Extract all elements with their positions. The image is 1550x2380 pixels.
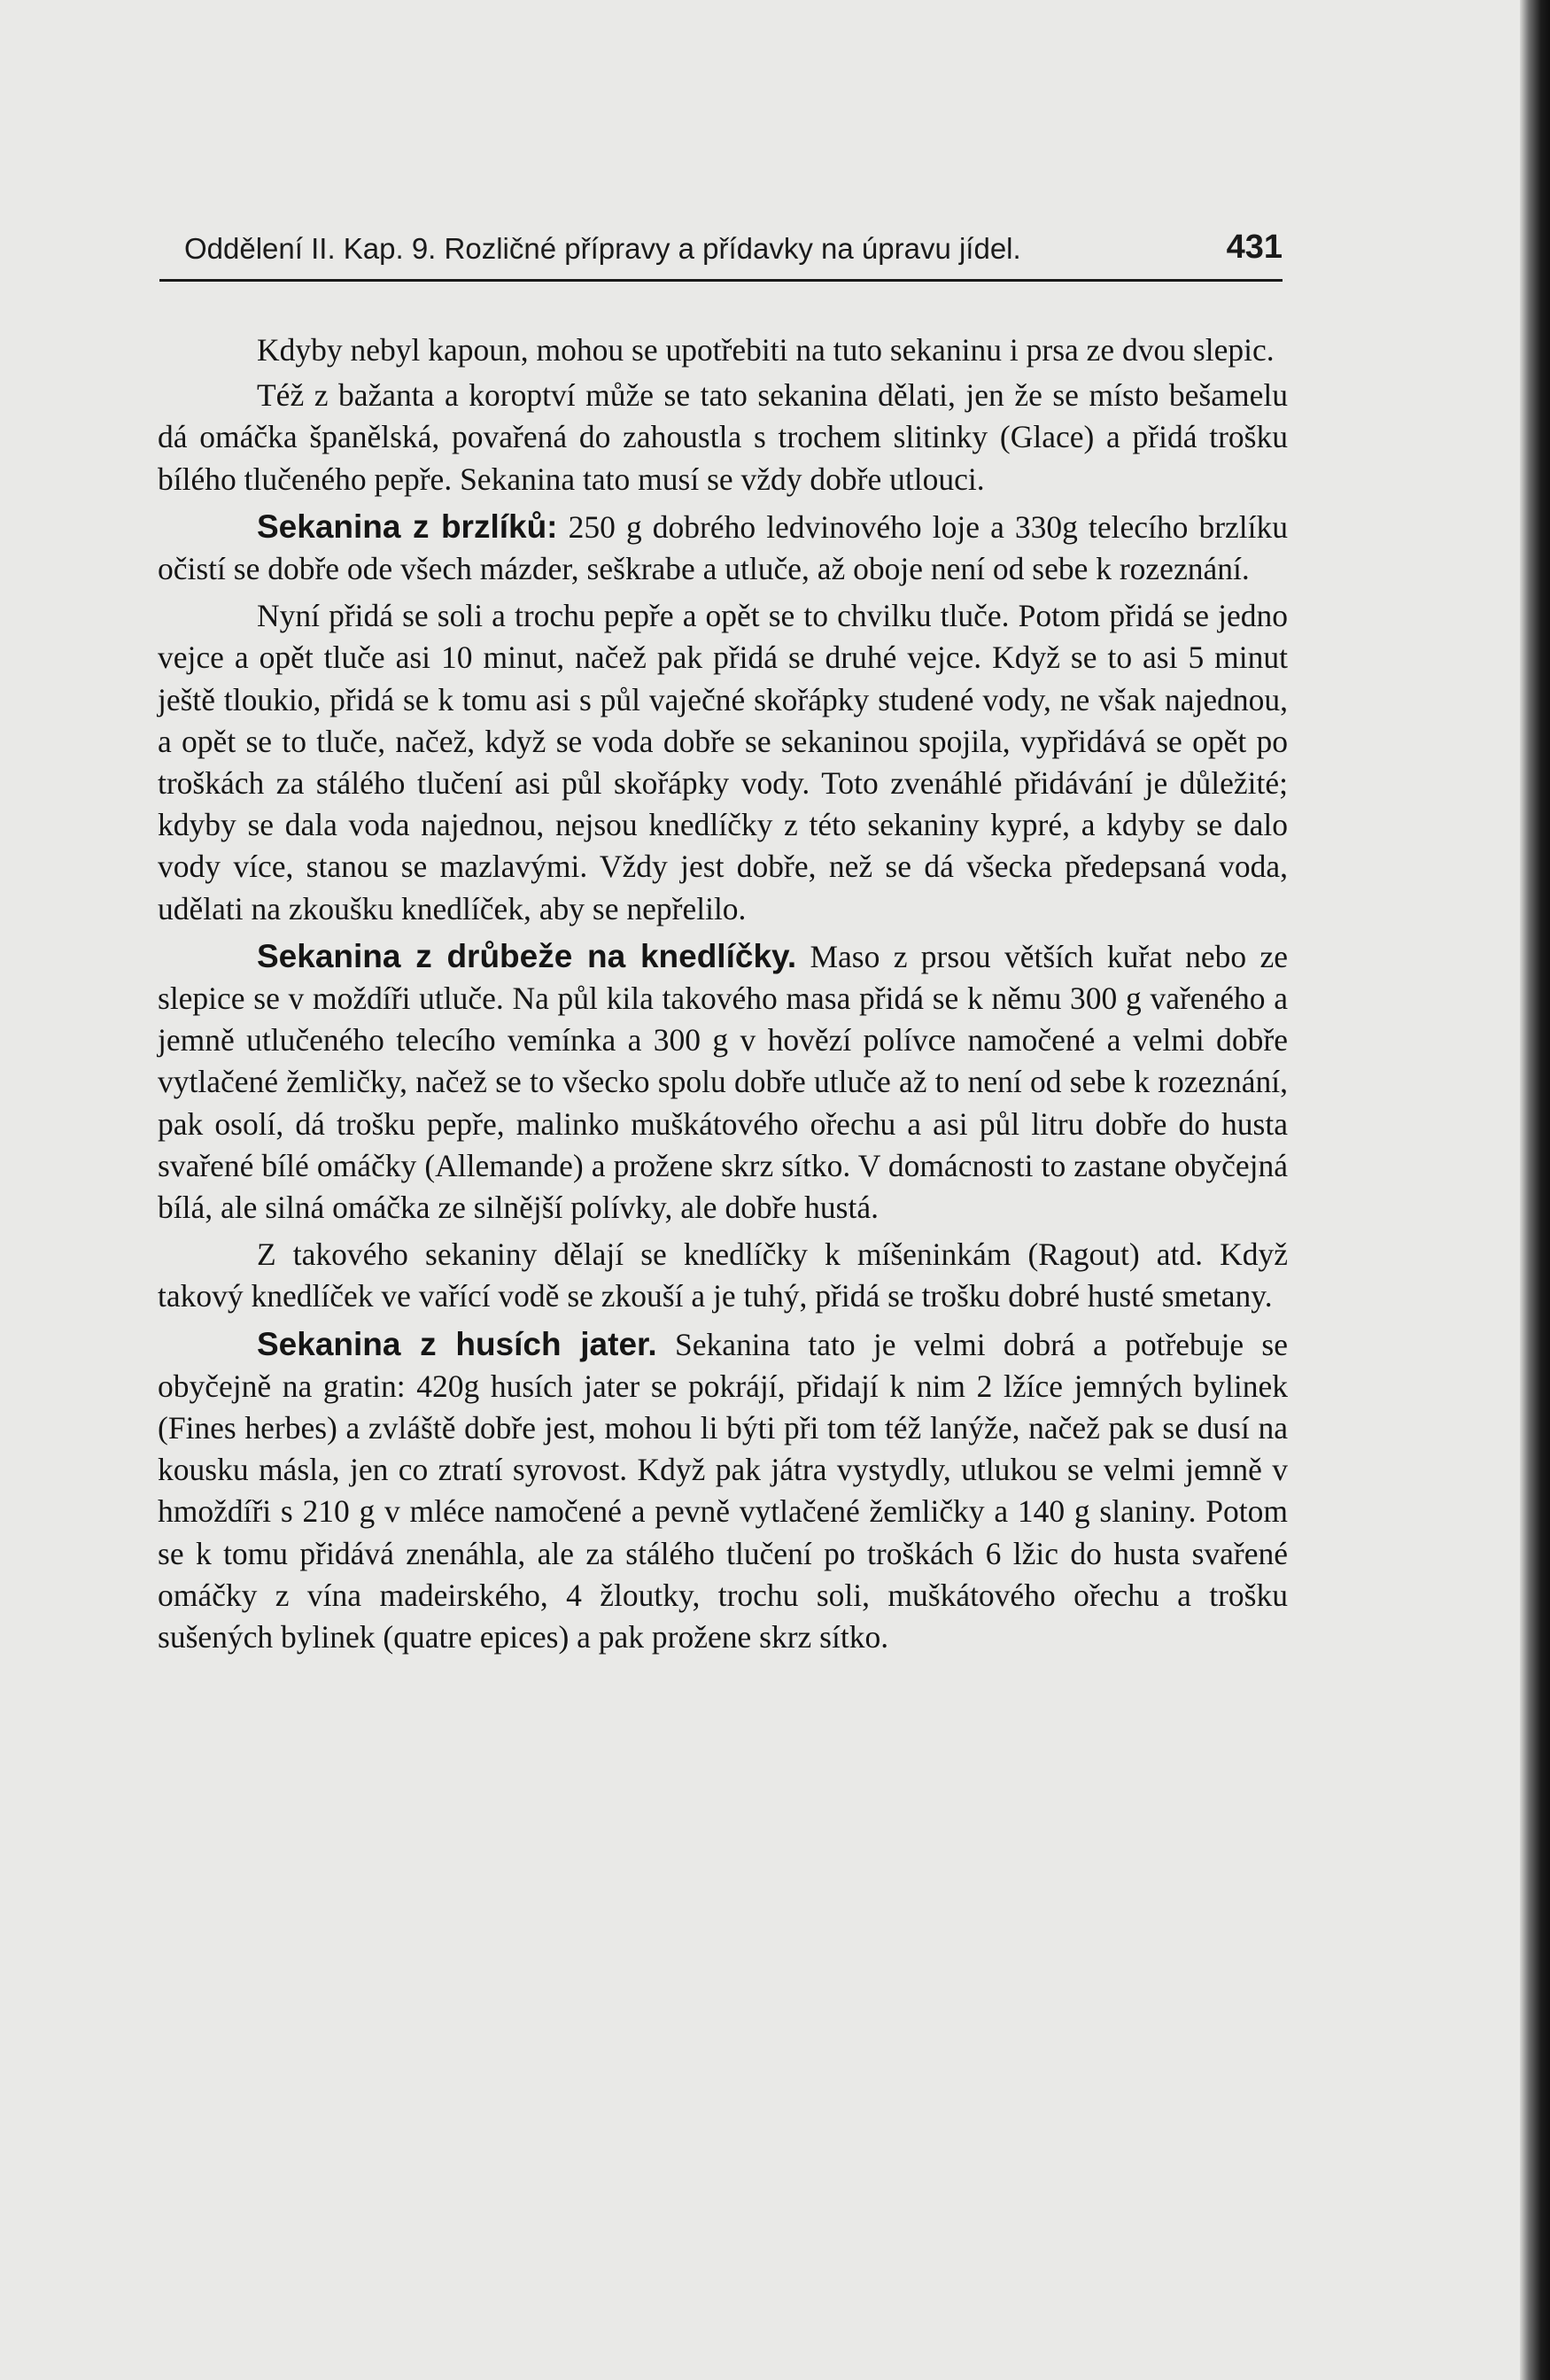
recipe-title: Sekanina z brzlíků: (257, 508, 558, 545)
paragraph-text: Maso z prsou větších kuřat nebo ze slepice se v moždíři utluče. Na půl kila takového masa přidá se k němu 300 g vařeného a jemně utlučeného telecího vemínka a 300 g v hovězí polívce namočené a velmi dobře vytlačené žemličky, načež se to všecko spolu dobře utluče až to není od sebe k rozeznání, pak osolí, dá trošku pepře, malinko muškátového ořechu a asi půl litru dobře do husta svařené bílé omáčky (Allemande) a prožene skrz sítko. V domácnosti to zastane obyčejná bílá, ale silná omáčka ze silnější polívky, ale dobře hustá. (158, 938, 1289, 1226)
paragraph (158, 1234, 1288, 1317)
recipe-paragraph (158, 935, 1288, 1229)
recipe-paragraph (158, 506, 1288, 590)
paragraph (158, 595, 1288, 930)
paragraph-text: Též z bažanta a koroptví může se tato sekanina dělati, jen že se místo bešamelu dá omáčka španělská, povařená do zahoustla s trochem slitinky (Glace) a přidá trošku bílého tlučeného pepře. Sekanina tato musí se vždy dobře utlouci. (158, 377, 1288, 497)
paragraph (158, 329, 1288, 371)
recipe-title: Sekanina z husích jater. (257, 1325, 657, 1362)
paragraph (158, 375, 1288, 500)
running-header (184, 229, 1283, 266)
paragraph-text: Nyní přidá se soli a trochu pepře a opět se to chvilku tluče. Potom přidá se jedno vejce a opět tluče asi 10 minut, načež pak přidá se druhé vejce. Když se to asi 5 minut ještě tloukio, přidá se k tomu asi s půl vaječné skořápky studené vody, ne však najednou, a opět se to tluče, načež, když se voda dobře se sekaninou spojila, vypřidává se opět po troškách za stálého tlučení asi půl skořápky vody. Toto zvenáhlé přidávání je důležité; kdyby se dala voda najednou, nejsou knedlíčky z této sekaniny kypré, a kdyby se dalo vody více, stanou se mazlavými. Vždy jest dobře, než se dá všecka předepsaná voda, udělati na zkoušku knedlíček, aby se nepřelilo. (158, 598, 1288, 926)
header-rule (159, 279, 1283, 282)
page-number: 431 (1226, 229, 1283, 266)
page-edge-shadow (1520, 0, 1550, 2380)
body-text (158, 329, 1288, 1663)
paragraph-text: Sekanina tato je velmi dobrá a potřebuje se obyčejně na gratin: 420g husích jater se pokrájí, přidají k nim 2 lžíce jemných bylinek (Fines herbes) a zvláště dobře jest, mohou li býti při tom též lanýže, načež pak se dusí na kousku másla, jen co ztratí syrovost. Když pak játra vystydly, utlukou se velmi jemně v hmoždíři s 210 g v mléce namočené a pevně vytlačené žemličky a 140 g slaniny. Potom se k tomu přidává znenáhla, ale za stálého tlučení po troškách 6 lžic do husta svařené omáčky z vína madeirského, 4 žloutky, trochu soli, muškátového ořechu a trošku sušených bylinek (quatre epices) a pak prožene skrz sítko. (158, 1326, 1288, 1655)
recipe-paragraph (158, 1323, 1288, 1659)
running-head-text: Oddělení II. Kap. 9. Rozličné přípravy a přídavky na úpravu jídel. (184, 232, 1021, 265)
paragraph-text: Z takového sekaniny dělají se knedlíčky k míšeninkám (Ragout) atd. Když takový knedlíček ve vařící vodě se zkouší a je tuhý, přidá se trošku dobré husté smetany. (158, 1237, 1288, 1314)
recipe-title: Sekanina z drůbeže na knedlíčky. (257, 937, 797, 974)
paragraph-text: Kdyby nebyl kapoun, mohou se upotřebiti na tuto sekaninu i prsa ze dvou slepic. (257, 332, 1275, 368)
paragraph-text: 250 g dobrého ledvinového loje a 330g telecího brzlíku očistí se dobře ode všech mázder, seškrabe a utluče, až oboje není od sebe k rozeznání. (158, 508, 1289, 587)
